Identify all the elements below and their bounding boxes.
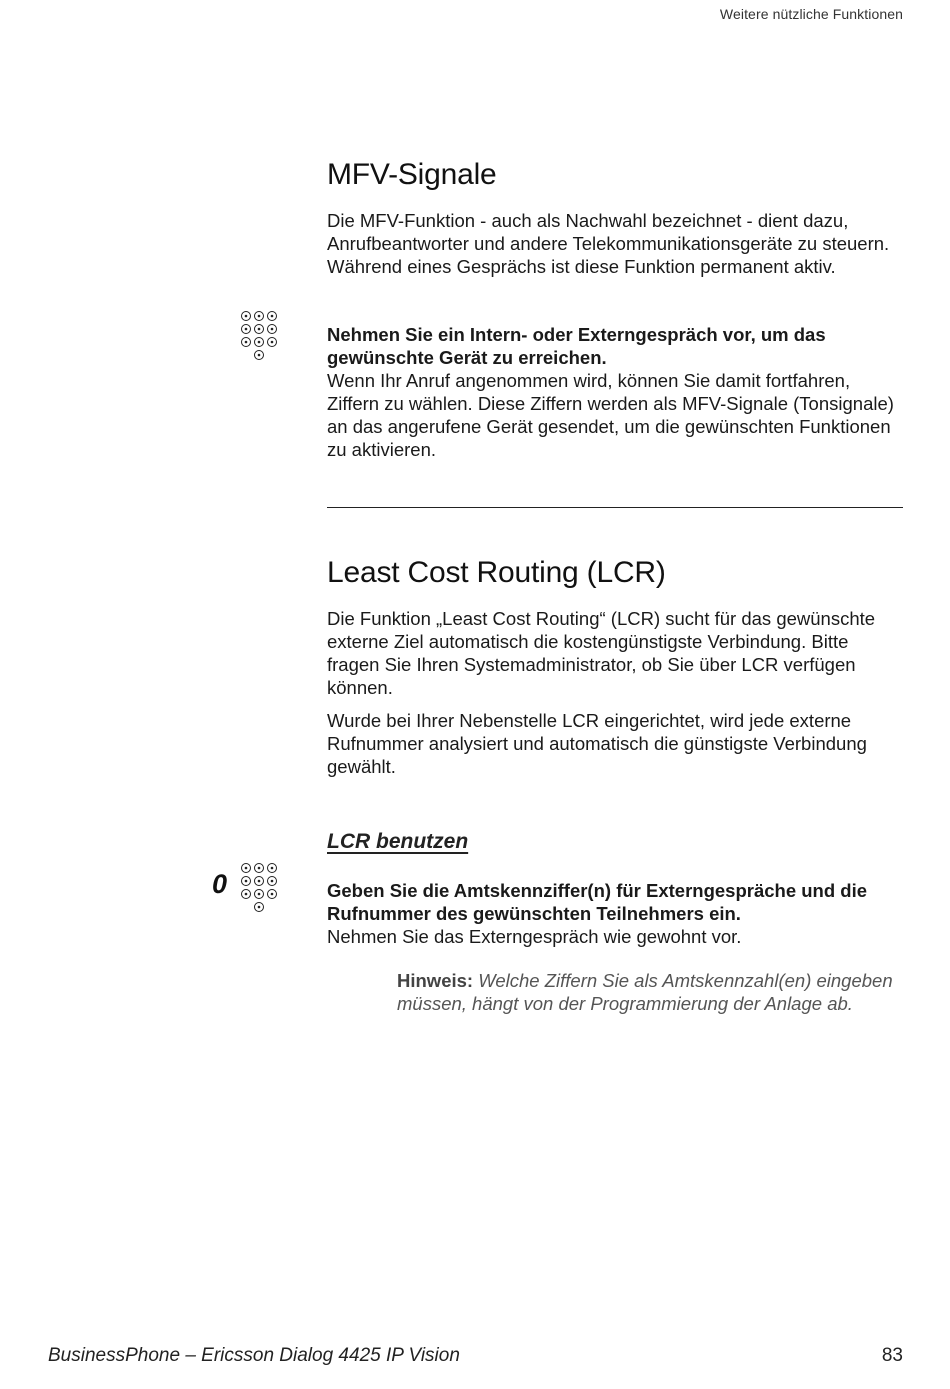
note-text: Welche Ziffern Sie als Amtskennzahl(en) eingeben müssen, hängt von der Programmierung der Anlage ab. (397, 970, 893, 1014)
lcr-instruction: Geben Sie die Amtskennziffer(n) für Externgespräche und die Rufnummer des gewünschten Teilnehmers ein. (327, 880, 868, 924)
keypad-icon (240, 310, 280, 362)
page-number: 83 (881, 1345, 903, 1366)
lcr-section (327, 556, 905, 590)
note-label: Hinweis: (397, 970, 474, 991)
mfv-title: MFV-Signale (327, 158, 497, 191)
keypad-icon-graphic (240, 310, 280, 362)
lcr-subheading: LCR benutzen (327, 830, 469, 853)
mfv-instruction-block (327, 323, 905, 461)
page-header: Weitere nützliche Funktionen (719, 6, 903, 22)
section-divider (327, 507, 903, 508)
mfv-detail: Wenn Ihr Anruf angenommen wird, können Sie damit fortfahren, Ziffern zu wählen. Diese Ziffern werden als MFV-Signale (Tonsignale) an das angerufene Gerät gesendet, um die gewünschten Funktionen zu aktivieren. (327, 370, 894, 460)
mfv-body (327, 209, 905, 278)
keypad-icon-graphic (240, 862, 280, 914)
lcr-detail: Nehmen Sie das Externgespräch wie gewohnt vor. (327, 926, 742, 947)
mfv-instruction: Nehmen Sie ein Intern- oder Externgespräch vor, um das gewünschte Gerät zu erreichen. (327, 324, 826, 368)
mfv-section (327, 158, 905, 192)
digit-zero: 0 (212, 869, 228, 899)
lcr-instruction-block (327, 879, 905, 948)
lcr-para-1: Die Funktion „Least Cost Routing“ (LCR) sucht für das gewünschte externe Ziel automatisch die kostengünstigste Verbindung. Bitte fragen Sie Ihren Systemadministrator, ob Sie über LCR verfügen können. (327, 608, 876, 698)
lcr-para-2: Wurde bei Ihrer Nebenstelle LCR eingerichtet, wird jede externe Rufnummer analysiert und automatisch die günstigste Verbindung gewählt. (327, 710, 867, 777)
footer-title: BusinessPhone – Ericsson Dialog 4425 IP Vision (48, 1345, 460, 1366)
keypad-icon (240, 862, 280, 914)
lcr-title: Least Cost Routing (LCR) (327, 556, 666, 589)
mfv-intro: Die MFV-Funktion - auch als Nachwahl bezeichnet - dient dazu, Anrufbeantworter und andere Telekommunikationsgeräte zu steuern. Während eines Gesprächs ist diese Funktion permanent aktiv. (327, 210, 890, 277)
lcr-body (327, 607, 905, 778)
note-box (397, 969, 897, 1015)
